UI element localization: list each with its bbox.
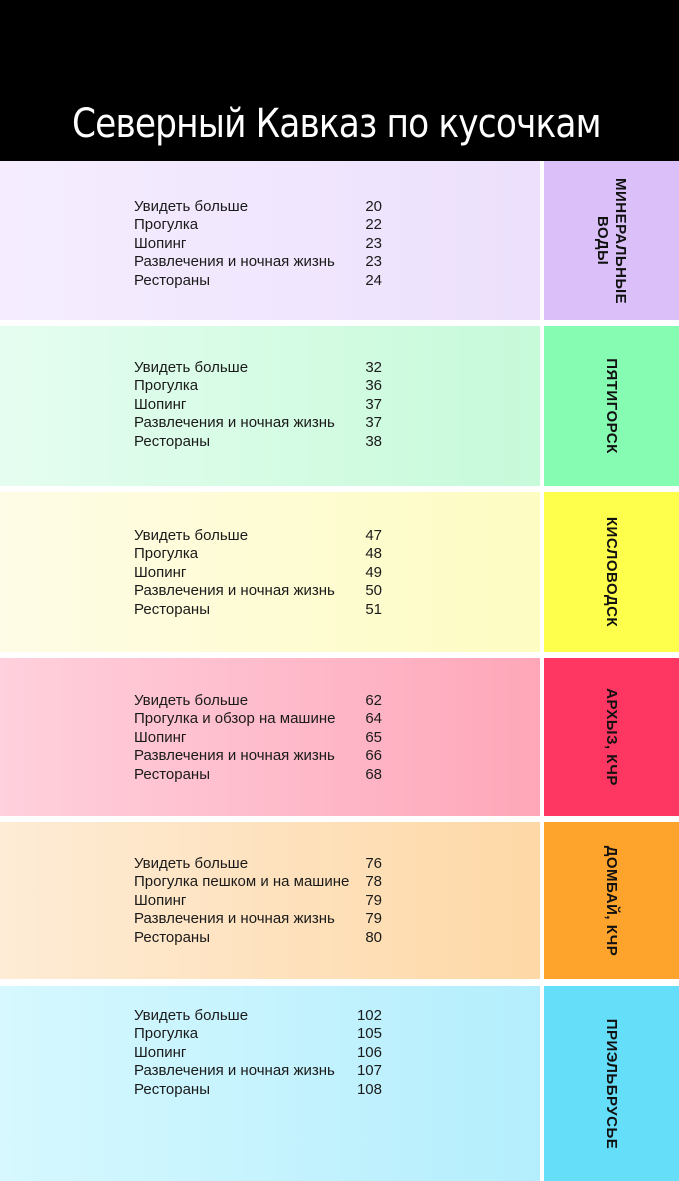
- entry-page-number: 76: [365, 855, 382, 872]
- toc-entry[interactable]: [134, 910, 384, 928]
- entry-page-number: 48: [365, 545, 382, 563]
- entry-label: Рестораны: [134, 432, 210, 450]
- entry-label: Рестораны: [134, 928, 210, 946]
- entry-label: Развлечения и ночная жизнь: [134, 1062, 335, 1080]
- entry-label: Прогулка и обзор на машине: [134, 710, 336, 728]
- entry-label: Увидеть больше: [134, 692, 249, 709]
- section-tab-label: КИСЛОВОДСК: [603, 516, 620, 628]
- entries-list: [134, 692, 384, 784]
- entry-page-number: 66: [365, 747, 382, 765]
- section-tab-label: ПЯТИГОРСК: [603, 358, 620, 454]
- toc-entry[interactable]: [134, 582, 384, 600]
- entry-page-number: 51: [365, 600, 382, 618]
- toc-entry[interactable]: [134, 1062, 384, 1080]
- entry-label: Развлечения и ночная жизнь: [134, 582, 335, 600]
- toc-entry[interactable]: [134, 414, 384, 432]
- toc-entry[interactable]: [134, 929, 384, 947]
- toc-entry[interactable]: [134, 1007, 384, 1025]
- entry-label: Прогулка: [134, 1025, 199, 1043]
- toc-entry[interactable]: [134, 253, 384, 271]
- section-tab[interactable]: [544, 326, 679, 486]
- toc-entry[interactable]: [134, 873, 384, 891]
- toc-entry[interactable]: [134, 1044, 384, 1062]
- entry-page-number: 37: [365, 395, 382, 413]
- entry-label: Шопинг: [134, 234, 187, 252]
- section: [0, 658, 679, 816]
- entry-label: Рестораны: [134, 1080, 210, 1098]
- entry-label: Прогулка: [134, 216, 199, 234]
- entry-page-number: 68: [365, 765, 382, 783]
- entry-page-number: 79: [365, 910, 382, 928]
- entry-label: Прогулка: [134, 545, 199, 563]
- entry-page-number: 106: [356, 1043, 382, 1061]
- entry-label: Увидеть больше: [134, 198, 249, 215]
- toc-entry[interactable]: [134, 601, 384, 619]
- section-tab-label: ПРИЭЛЬБРУСЬЕ: [603, 1018, 620, 1149]
- entry-label: Шопинг: [134, 1043, 187, 1061]
- entry-page-number: 23: [365, 234, 382, 252]
- section-tab[interactable]: [544, 822, 679, 979]
- entry-page-number: 105: [356, 1025, 382, 1043]
- entries-list: [134, 1007, 384, 1099]
- entry-page-number: 20: [365, 198, 382, 215]
- entry-label: Рестораны: [134, 271, 210, 289]
- toc-entry[interactable]: [134, 396, 384, 414]
- entry-page-number: 64: [365, 710, 382, 728]
- entries-list: [134, 855, 384, 947]
- entry-label: Прогулка пешком и на машине: [134, 873, 350, 891]
- entry-label: Увидеть больше: [134, 527, 249, 544]
- section-tab[interactable]: [544, 986, 679, 1181]
- entry-page-number: 37: [365, 414, 382, 432]
- entry-label: Увидеть больше: [134, 855, 249, 872]
- entry-label: Рестораны: [134, 765, 210, 783]
- section-tab[interactable]: [544, 492, 679, 652]
- section-tab-label: МИНЕРАЛЬНЫЕ ВОДЫ: [594, 177, 629, 304]
- entry-page-number: 62: [365, 692, 382, 709]
- entries-list: [134, 198, 384, 290]
- entry-label: Развлечения и ночная жизнь: [134, 414, 335, 432]
- entry-page-number: 65: [365, 728, 382, 746]
- section: [0, 492, 679, 652]
- toc-entry[interactable]: [134, 433, 384, 451]
- toc-entry[interactable]: [134, 545, 384, 563]
- entry-page-number: 38: [365, 432, 382, 450]
- entry-page-number: 108: [356, 1080, 382, 1098]
- entry-label: Развлечения и ночная жизнь: [134, 910, 335, 928]
- section-panel: [0, 492, 540, 652]
- section-tab-label: АРХЫЗ, КЧР: [603, 688, 620, 786]
- entry-page-number: 47: [365, 527, 382, 544]
- entry-page-number: 102: [356, 1007, 382, 1024]
- toc-entry[interactable]: [134, 729, 384, 747]
- entry-page-number: 50: [365, 582, 382, 600]
- section-tab[interactable]: [544, 658, 679, 816]
- section-tab[interactable]: [544, 161, 679, 320]
- section-panel: [0, 326, 540, 486]
- toc-entry[interactable]: [134, 359, 384, 377]
- entry-label: Развлечения и ночная жизнь: [134, 747, 335, 765]
- section: [0, 986, 679, 1181]
- toc-entry[interactable]: [134, 564, 384, 582]
- entry-page-number: 22: [365, 216, 382, 234]
- section: [0, 822, 679, 979]
- toc-entry[interactable]: [134, 855, 384, 873]
- toc-entry[interactable]: [134, 710, 384, 728]
- toc-entry[interactable]: [134, 527, 384, 545]
- toc-entry[interactable]: [134, 692, 384, 710]
- section-panel: [0, 658, 540, 816]
- entry-page-number: 36: [365, 377, 382, 395]
- entry-page-number: 78: [365, 873, 382, 891]
- entry-label: Шопинг: [134, 563, 187, 581]
- entry-label: Шопинг: [134, 891, 187, 909]
- section-panel: [0, 986, 540, 1181]
- entry-label: Прогулка: [134, 377, 199, 395]
- section-panel: [0, 161, 540, 320]
- toc-entry[interactable]: [134, 892, 384, 910]
- entry-label: Шопинг: [134, 728, 187, 746]
- entry-page-number: 79: [365, 891, 382, 909]
- toc-entry[interactable]: [134, 235, 384, 253]
- header: [0, 0, 679, 161]
- entry-page-number: 24: [365, 271, 382, 289]
- section: [0, 326, 679, 486]
- toc-entry[interactable]: [134, 766, 384, 784]
- entry-label: Рестораны: [134, 600, 210, 618]
- section-tab-label: ДОМБАЙ, КЧР: [603, 845, 620, 956]
- entry-page-number: 49: [365, 563, 382, 581]
- toc-entry[interactable]: [134, 198, 384, 216]
- entry-label: Увидеть больше: [134, 359, 249, 376]
- toc-entry[interactable]: [134, 747, 384, 765]
- toc-entry[interactable]: [134, 1081, 384, 1099]
- page-title: Северный Кавказ по кусочкам: [72, 101, 601, 147]
- entry-page-number: 23: [365, 253, 382, 271]
- entry-label: Развлечения и ночная жизнь: [134, 253, 335, 271]
- entry-page-number: 32: [365, 359, 382, 376]
- toc-entry[interactable]: [134, 377, 384, 395]
- entries-list: [134, 527, 384, 619]
- section-panel: [0, 822, 540, 979]
- toc-entry[interactable]: [134, 272, 384, 290]
- toc-entry[interactable]: [134, 216, 384, 234]
- toc-entry[interactable]: [134, 1025, 384, 1043]
- entry-page-number: 107: [356, 1062, 382, 1080]
- entry-label: Шопинг: [134, 395, 187, 413]
- entry-label: Увидеть больше: [134, 1007, 249, 1024]
- entries-list: [134, 359, 384, 451]
- section: [0, 161, 679, 320]
- entry-page-number: 80: [365, 928, 382, 946]
